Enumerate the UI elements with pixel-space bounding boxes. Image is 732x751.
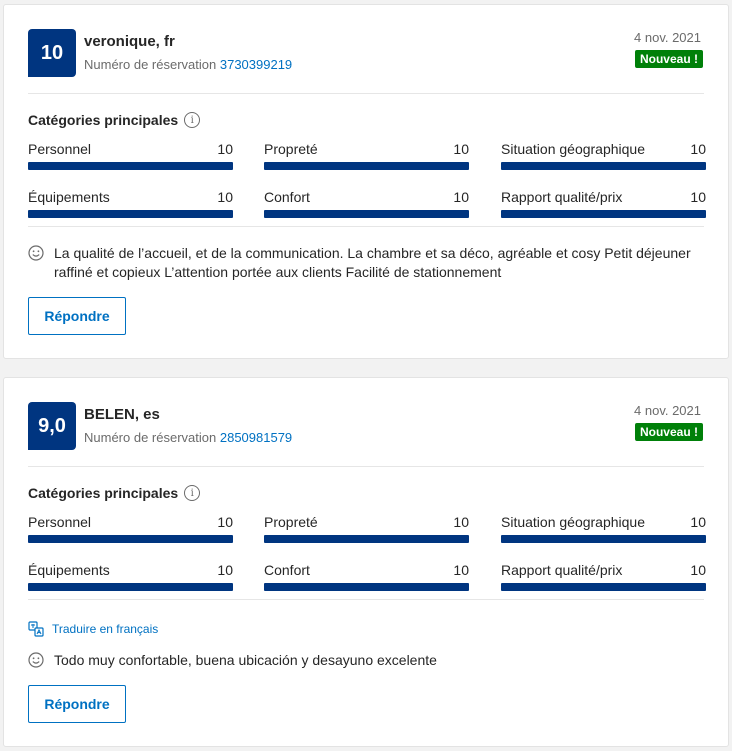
category-value: 10 (690, 514, 706, 530)
category-value: 10 (453, 562, 469, 578)
category-situation (501, 514, 706, 544)
new-badge: Nouveau ! (635, 50, 703, 68)
booking-number-link[interactable]: 3730399219 (219, 57, 293, 72)
category-bar-fill (28, 210, 233, 218)
translate-label[interactable]: Traduire en français (52, 622, 159, 636)
categories-header (28, 112, 200, 128)
category-value: 10 (217, 141, 233, 157)
divider (28, 226, 704, 227)
review-score: 10 (28, 29, 76, 77)
category-bar-fill (264, 583, 469, 591)
divider (28, 599, 704, 600)
booking-info (84, 57, 292, 72)
category-rapport-qualite-prix (501, 562, 706, 592)
categories-header (28, 485, 200, 501)
smile-icon (28, 652, 44, 668)
new-badge: Nouveau ! (635, 423, 703, 441)
category-personnel (28, 141, 233, 171)
info-icon[interactable]: i (184, 485, 200, 501)
category-bar-fill (28, 583, 233, 591)
comment-text: La qualité de l’accueil, et de la communication. La chambre et sa déco, agréable et cosy Petit déjeuner raffiné et copieux L’attention portée aux clients Facilité de stationnement (54, 245, 691, 280)
category-proprete (264, 514, 469, 544)
smile-icon (28, 245, 44, 261)
category-bar-fill (501, 162, 706, 170)
review-card (3, 377, 729, 747)
category-value: 10 (217, 562, 233, 578)
divider (28, 466, 704, 467)
categories-title: Catégories principales (28, 112, 179, 128)
category-label: Propreté (264, 514, 318, 530)
category-bar (501, 583, 706, 591)
reply-button[interactable]: Répondre (28, 297, 126, 335)
category-label: Rapport qualité/prix (501, 562, 623, 578)
category-proprete (264, 141, 469, 171)
category-bar-fill (264, 535, 469, 543)
info-icon[interactable]: i (184, 112, 200, 128)
category-value: 10 (453, 189, 469, 205)
review-date: 4 nov. 2021 (634, 403, 701, 418)
category-value: 10 (690, 141, 706, 157)
review-card (3, 4, 729, 359)
category-bar (28, 162, 233, 170)
booking-info (84, 430, 292, 445)
category-personnel (28, 514, 233, 544)
divider (28, 93, 704, 94)
review-date: 4 nov. 2021 (634, 30, 701, 45)
booking-label: Numéro de réservation (84, 57, 217, 72)
category-bar-fill (501, 583, 706, 591)
category-value: 10 (217, 189, 233, 205)
category-equipements (28, 189, 233, 219)
category-situation (501, 141, 706, 171)
category-equipements (28, 562, 233, 592)
category-value: 10 (453, 141, 469, 157)
category-bar-fill (28, 535, 233, 543)
category-label: Équipements (28, 189, 110, 205)
reviewer-name: veronique, fr (84, 33, 175, 50)
category-label: Situation géographique (501, 514, 646, 530)
category-bar (264, 210, 469, 218)
category-label: Propreté (264, 141, 318, 157)
category-bar-fill (501, 535, 706, 543)
review-comment (28, 244, 704, 282)
category-value: 10 (690, 562, 706, 578)
booking-label: Numéro de réservation (84, 430, 217, 445)
category-bar-fill (264, 162, 469, 170)
category-bar (501, 210, 706, 218)
category-confort (264, 562, 469, 592)
category-bar-fill (28, 162, 233, 170)
category-bar (501, 535, 706, 543)
category-bar-fill (501, 210, 706, 218)
review-comment (28, 651, 704, 670)
category-label: Personnel (28, 514, 92, 530)
category-bar (28, 583, 233, 591)
category-label: Équipements (28, 562, 110, 578)
category-bar (264, 583, 469, 591)
review-score: 9,0 (28, 402, 76, 450)
category-value: 10 (690, 189, 706, 205)
category-bar (264, 535, 469, 543)
translate-icon (28, 621, 44, 637)
category-label: Situation géographique (501, 141, 646, 157)
translate-link[interactable] (28, 621, 158, 637)
categories-title: Catégories principales (28, 485, 179, 501)
category-label: Confort (264, 189, 310, 205)
category-rapport-qualite-prix (501, 189, 706, 219)
category-label: Confort (264, 562, 310, 578)
category-bar (264, 162, 469, 170)
category-bar (501, 162, 706, 170)
category-bar (28, 535, 233, 543)
category-label: Personnel (28, 141, 92, 157)
booking-number-link[interactable]: 2850981579 (219, 430, 293, 445)
category-bar-fill (264, 210, 469, 218)
category-value: 10 (217, 514, 233, 530)
reply-button[interactable]: Répondre (28, 685, 126, 723)
comment-text: Todo muy confortable, buena ubicación y desayuno excelente (54, 652, 437, 668)
category-bar (28, 210, 233, 218)
category-confort (264, 189, 469, 219)
category-label: Rapport qualité/prix (501, 189, 623, 205)
reviewer-name: BELEN, es (84, 406, 160, 423)
category-value: 10 (453, 514, 469, 530)
